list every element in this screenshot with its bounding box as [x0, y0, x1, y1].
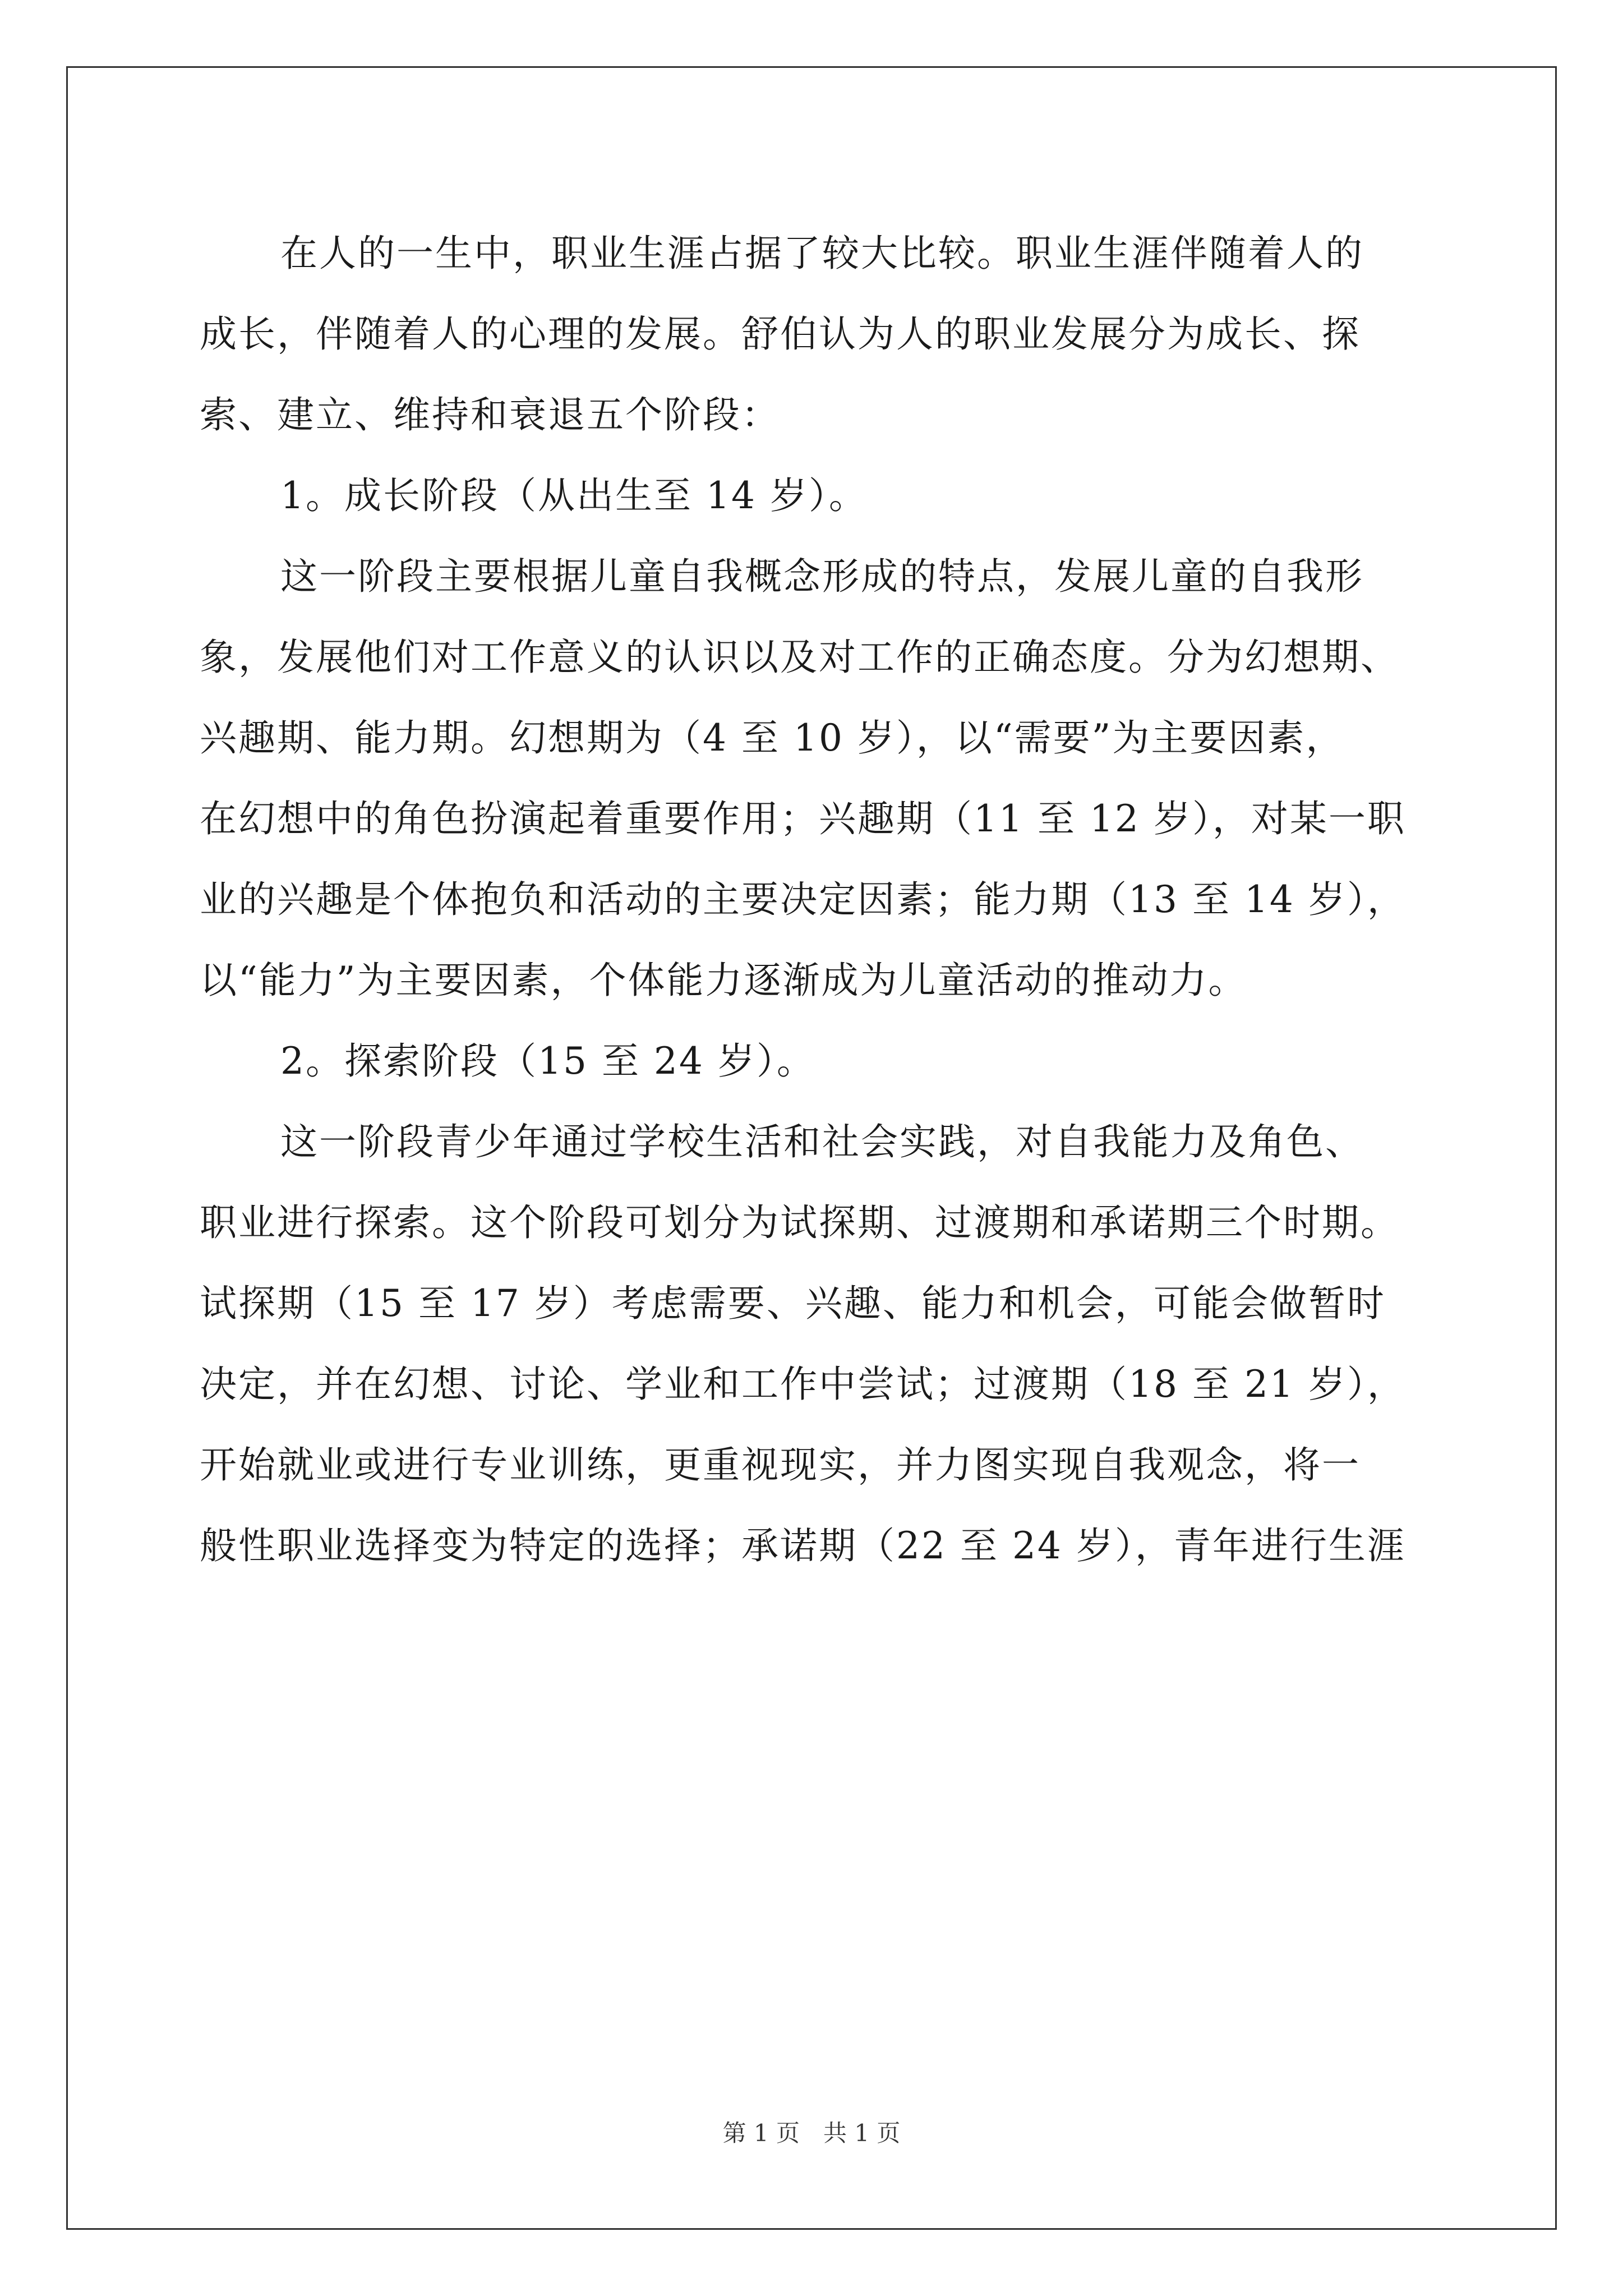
paragraph-2-line-4: 在幻想中的角色扮演起着重要作用；兴趣期（11 至 12 岁），对某一职 [200, 797, 1406, 840]
paragraph-2-line-1: 这一阶段主要根据儿童自我概念形成的特点，发展儿童的自我形 [280, 555, 1364, 598]
paragraph-2-line-5: 业的兴趣是个体抱负和活动的主要决定因素；能力期（13 至 14 岁）， [200, 878, 1406, 921]
paragraph-3-line-6: 般性职业选择变为特定的选择；承诺期（22 至 24 岁），青年进行生涯 [200, 1524, 1406, 1567]
section-heading-growth: 1。成长阶段（从出生至 14 岁）。 [280, 474, 868, 517]
paragraph-3-line-3: 试探期（15 至 17 岁）考虑需要、兴趣、能力和机会，可能会做暂时 [200, 1282, 1386, 1325]
paragraph-3-line-5: 开始就业或进行专业训练，更重视现实，并力图实现自我观念，将一 [200, 1443, 1361, 1487]
paragraph-2-line-6: 以“能力”为主要因素，个体能力逐渐成为儿童活动的推动力。 [200, 959, 1247, 1002]
document-body [200, 213, 1433, 1586]
section-heading-exploration: 2。探索阶段（15 至 24 岁）。 [280, 1039, 815, 1083]
paragraph-3-line-4: 决定，并在幻想、讨论、学业和工作中尝试；过渡期（18 至 21 岁）， [200, 1363, 1406, 1406]
paragraph-1-line-1: 在人的一生中，职业生涯占据了较大比较。职业生涯伴随着人的 [280, 232, 1364, 275]
paragraph-1-line-3: 索、建立、维持和衰退五个阶段： [200, 393, 780, 436]
paragraph-2-line-2: 象，发展他们对工作意义的认识以及对工作的正确态度。分为幻想期、 [200, 636, 1399, 679]
paragraph-3-line-2: 职业进行探索。这个阶段可划分为试探期、过渡期和承诺期三个时期。 [200, 1201, 1399, 1244]
paragraph-3-line-1: 这一阶段青少年通过学校生活和社会实践，对自我能力及角色、 [280, 1120, 1364, 1163]
paragraph-2-line-3: 兴趣期、能力期。幻想期为（4 至 10 岁），以“需要”为主要因素， [200, 716, 1345, 760]
paragraph-1-line-2: 成长，伴随着人的心理的发展。舒伯认为人的职业发展分为成长、探 [200, 312, 1361, 356]
page-footer: 第 1 页 共 1 页 [722, 2119, 901, 2147]
